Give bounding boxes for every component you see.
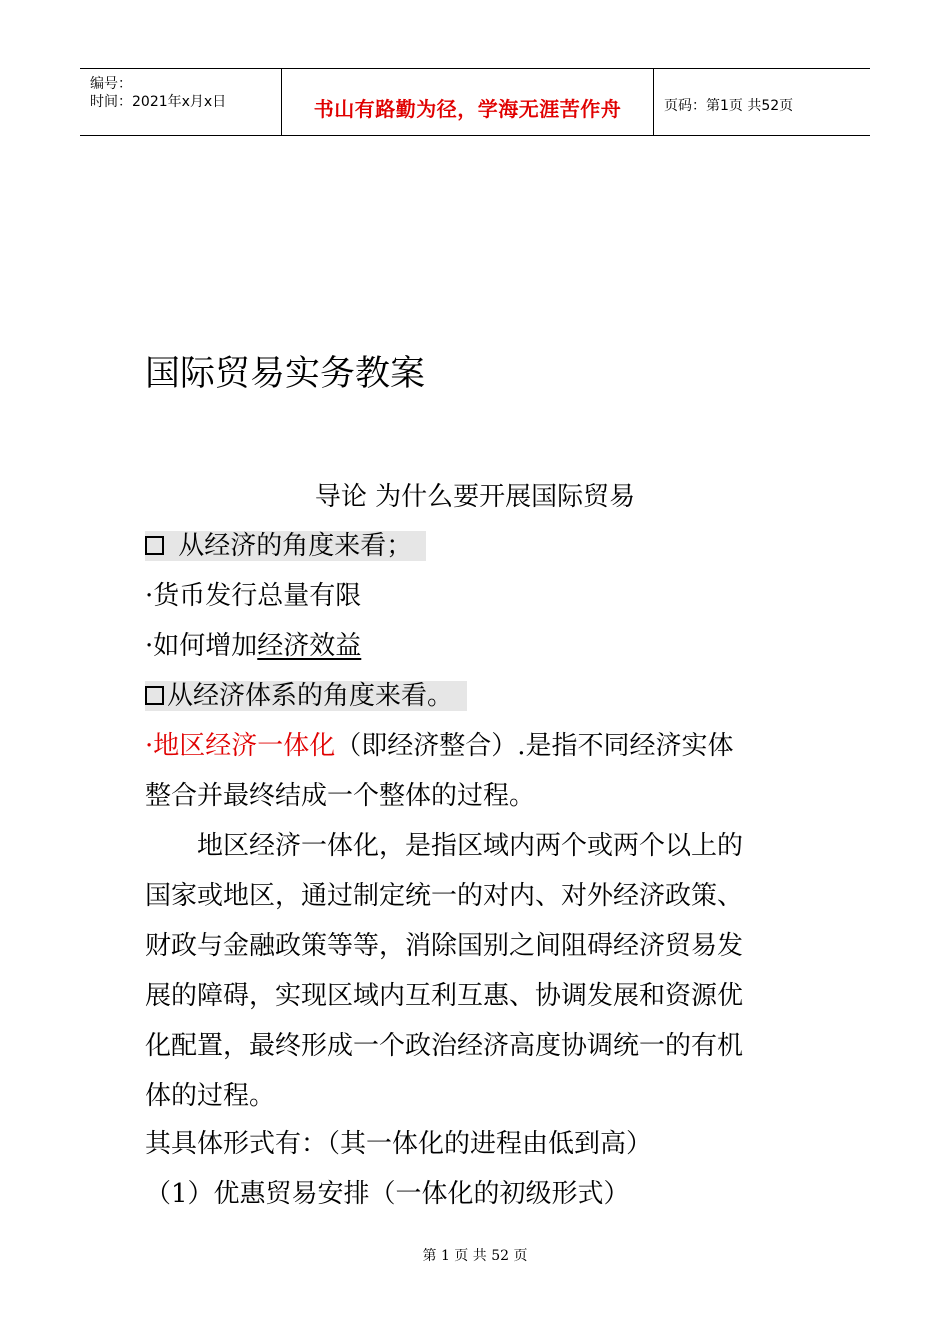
paragraph-line: 化配置，最终形成一个政治经济高度协调统一的有机 — [145, 1031, 744, 1061]
regional-integration-continuation: 整合并最终结成一个整体的过程。 — [145, 781, 536, 811]
benefit-underlined: 经济效益 — [257, 631, 362, 661]
forms-line: 其具体形式有：（其一体化的进程由低到高） — [145, 1129, 653, 1159]
header-motto-cell — [282, 69, 654, 135]
benefit-line — [145, 630, 361, 662]
regional-integration-line — [145, 730, 734, 762]
regional-integration-dot: · — [145, 731, 154, 761]
page-header — [80, 68, 870, 136]
item-1-line: （1）优惠贸易安排（一体化的初级形式） — [145, 1179, 630, 1209]
checkbox-square-icon — [145, 686, 164, 705]
system-perspective-text: 从经济体系的角度来看。 — [167, 681, 454, 711]
section-heading: 导论 为什么要开展国际贸易 — [314, 482, 636, 512]
paragraph-line: 展的障碍，实现区域内互利互惠、协调发展和资源优 — [145, 981, 744, 1011]
paragraph-line: 地区经济一体化，是指区域内两个或两个以上的 — [145, 831, 744, 861]
checkbox-square-icon — [145, 536, 164, 555]
header-page-cell — [654, 69, 870, 135]
system-perspective-line — [145, 680, 467, 712]
paragraph-line: 体的过程。 — [145, 1081, 276, 1111]
highlight-block — [145, 531, 426, 561]
document-title: 国际贸易实务教案 — [145, 354, 426, 394]
regional-integration-term: 地区经济一体化 — [153, 731, 336, 761]
highlight-block — [145, 681, 467, 711]
paragraph-line: 国家或地区，通过制定统一的对内、对外经济政策、 — [145, 881, 744, 911]
page-footer: 第 1 页 共 52 页 — [422, 1248, 528, 1264]
economy-perspective-line — [145, 530, 426, 562]
document-number-label: 编号： — [90, 76, 132, 92]
benefit-prefix: ·如何增加 — [145, 631, 258, 661]
economy-perspective-text: 从经济的角度来看； — [178, 531, 413, 561]
paragraph-line: 财政与金融政策等等，消除国别之间阻碍经济贸易发 — [145, 931, 744, 961]
header-page-number: 页码：第1页 共52页 — [664, 98, 794, 114]
header-motto: 书山有路勤为径，学海无涯苦作舟 — [313, 97, 622, 121]
document-time-label: 时间：2021年x月x日 — [90, 94, 227, 110]
currency-line: ·货币发行总量有限 — [145, 581, 362, 611]
regional-integration-definition: （即经济整合）.是指不同经济实体 — [335, 731, 734, 761]
header-info-cell — [80, 69, 282, 135]
